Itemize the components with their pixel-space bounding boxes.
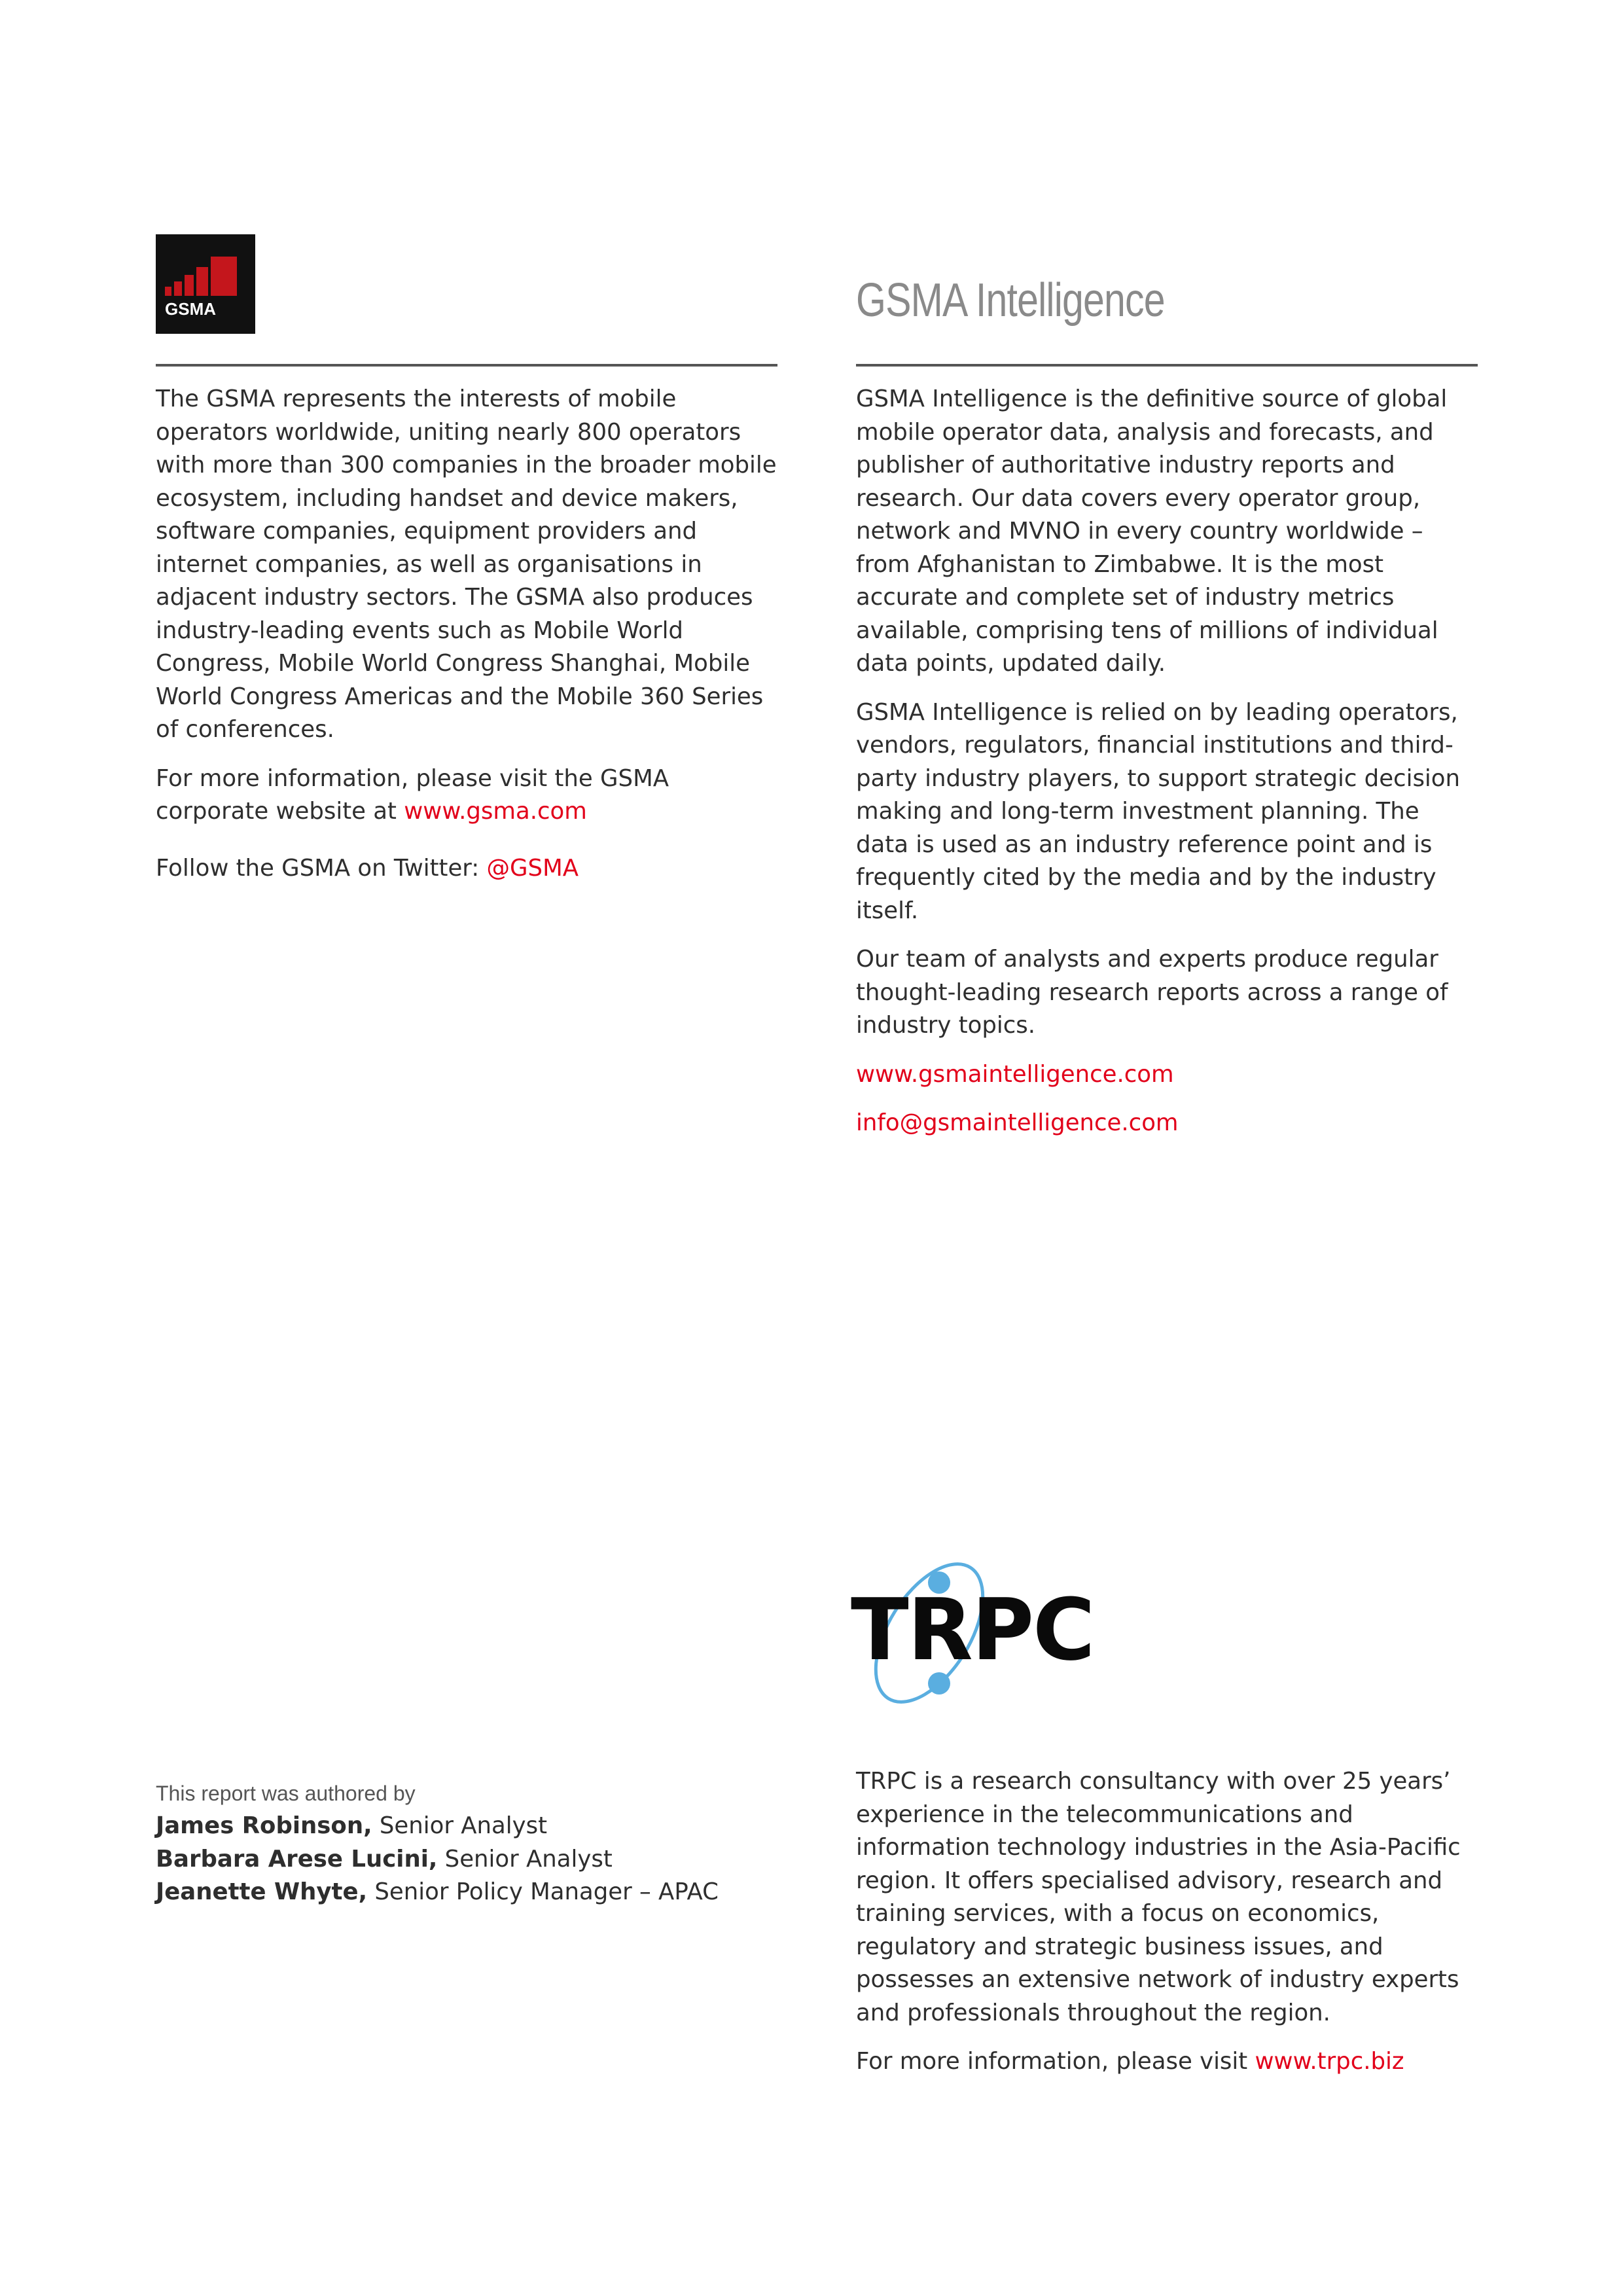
trpc-website-link[interactable]: www.trpc.biz xyxy=(1255,2048,1404,2075)
gsma-intelligence-email-link[interactable]: info@gsmaintelligence.com xyxy=(856,1109,1179,1136)
gsma-website-link[interactable]: www.gsma.com xyxy=(404,798,587,825)
author-row xyxy=(156,1843,777,1876)
trpc-more-info-text: For more information, please visit xyxy=(856,2048,1248,2075)
trpc-logo xyxy=(851,1551,1126,1715)
author-name: Jeanette Whyte, xyxy=(156,1878,368,1905)
gsma-intelligence-website-link[interactable]: www.gsmaintelligence.com xyxy=(856,1060,1174,1088)
gsma-intelligence-team: Our team of analysts and experts produce regular thought-leading research reports across a range of industry topics. xyxy=(856,946,1448,1039)
gsma-intelligence-reliance: GSMA Intelligence is relied on by leading operators, vendors, regulators, financial institutions and third-party industry players, to support strategic decision making and long-term investment planning. The data is used as an industry reference point and is frequently cited by the media and by the industry itself. xyxy=(856,698,1461,924)
gsma-section xyxy=(156,383,777,901)
gsma-description: The GSMA represents the interests of mobile operators worldwide, uniting nearly 800 operators with more than 300 companies in the broader mobile ecosystem, including handset and device makers, software companies, equipment providers and internet companies, as well as organisations in adjacent industry sectors. The GSMA also produces industry-leading events such as Mobile World Congress, Mobile World Congress Shanghai, Mobile World Congress Americas and the Mobile 360 Series of conferences. xyxy=(156,386,777,743)
trpc-logo-text: TRPC xyxy=(851,1580,1094,1679)
authors-intro: This report was authored by xyxy=(156,1782,416,1805)
trpc-section xyxy=(856,1765,1478,2094)
author-role: Senior Policy Manager – APAC xyxy=(374,1878,719,1905)
left-divider xyxy=(156,364,777,367)
trpc-orbit-icon xyxy=(851,1551,1126,1715)
gsma-more-info xyxy=(156,762,777,829)
gsma-twitter-text: Follow the GSMA on Twitter: xyxy=(156,854,480,882)
gsma-logo-bars-icon xyxy=(156,234,255,334)
author-name: Barbara Arese Lucini, xyxy=(156,1845,438,1873)
gsma-intelligence-title: GSMA Intelligence xyxy=(856,274,1165,327)
right-divider xyxy=(856,364,1478,367)
authors-section xyxy=(156,1777,777,1909)
gsma-logo-text: GSMA xyxy=(165,299,216,319)
trpc-more-info xyxy=(856,2045,1478,2079)
gsma-intelligence-description: GSMA Intelligence is the definitive source of global mobile operator data, analysis and forecasts, and publisher of authoritative industry reports and research. Our data covers every operator group, network and MVNO in every country worldwide – from Afghanistan to Zimbabwe. It is the most accurate and complete set of industry metrics available, comprising tens of millions of individual data points, updated daily. xyxy=(856,386,1448,677)
author-row xyxy=(156,1876,777,1909)
author-name: James Robinson, xyxy=(156,1812,372,1839)
gsma-more-info-text: For more information, please visit the GSMA corporate website at xyxy=(156,764,669,825)
gsma-twitter-link[interactable]: @GSMA xyxy=(486,854,579,882)
gsma-logo xyxy=(156,234,255,334)
gsma-intelligence-section xyxy=(856,383,1478,1156)
trpc-description: TRPC is a research consultancy with over 25 years’ experience in the telecommunications and information technology industries in the Asia-Pacific region. It offers specialised advisory, research and training services, with a focus on economics, regulatory and strategic business issues, and possesses an extensive network of industry experts and professionals throughout the region. xyxy=(856,1768,1461,2026)
author-row xyxy=(156,1810,777,1843)
author-role: Senior Analyst xyxy=(379,1812,548,1839)
gsma-twitter xyxy=(156,852,777,886)
author-role: Senior Analyst xyxy=(444,1845,613,1873)
